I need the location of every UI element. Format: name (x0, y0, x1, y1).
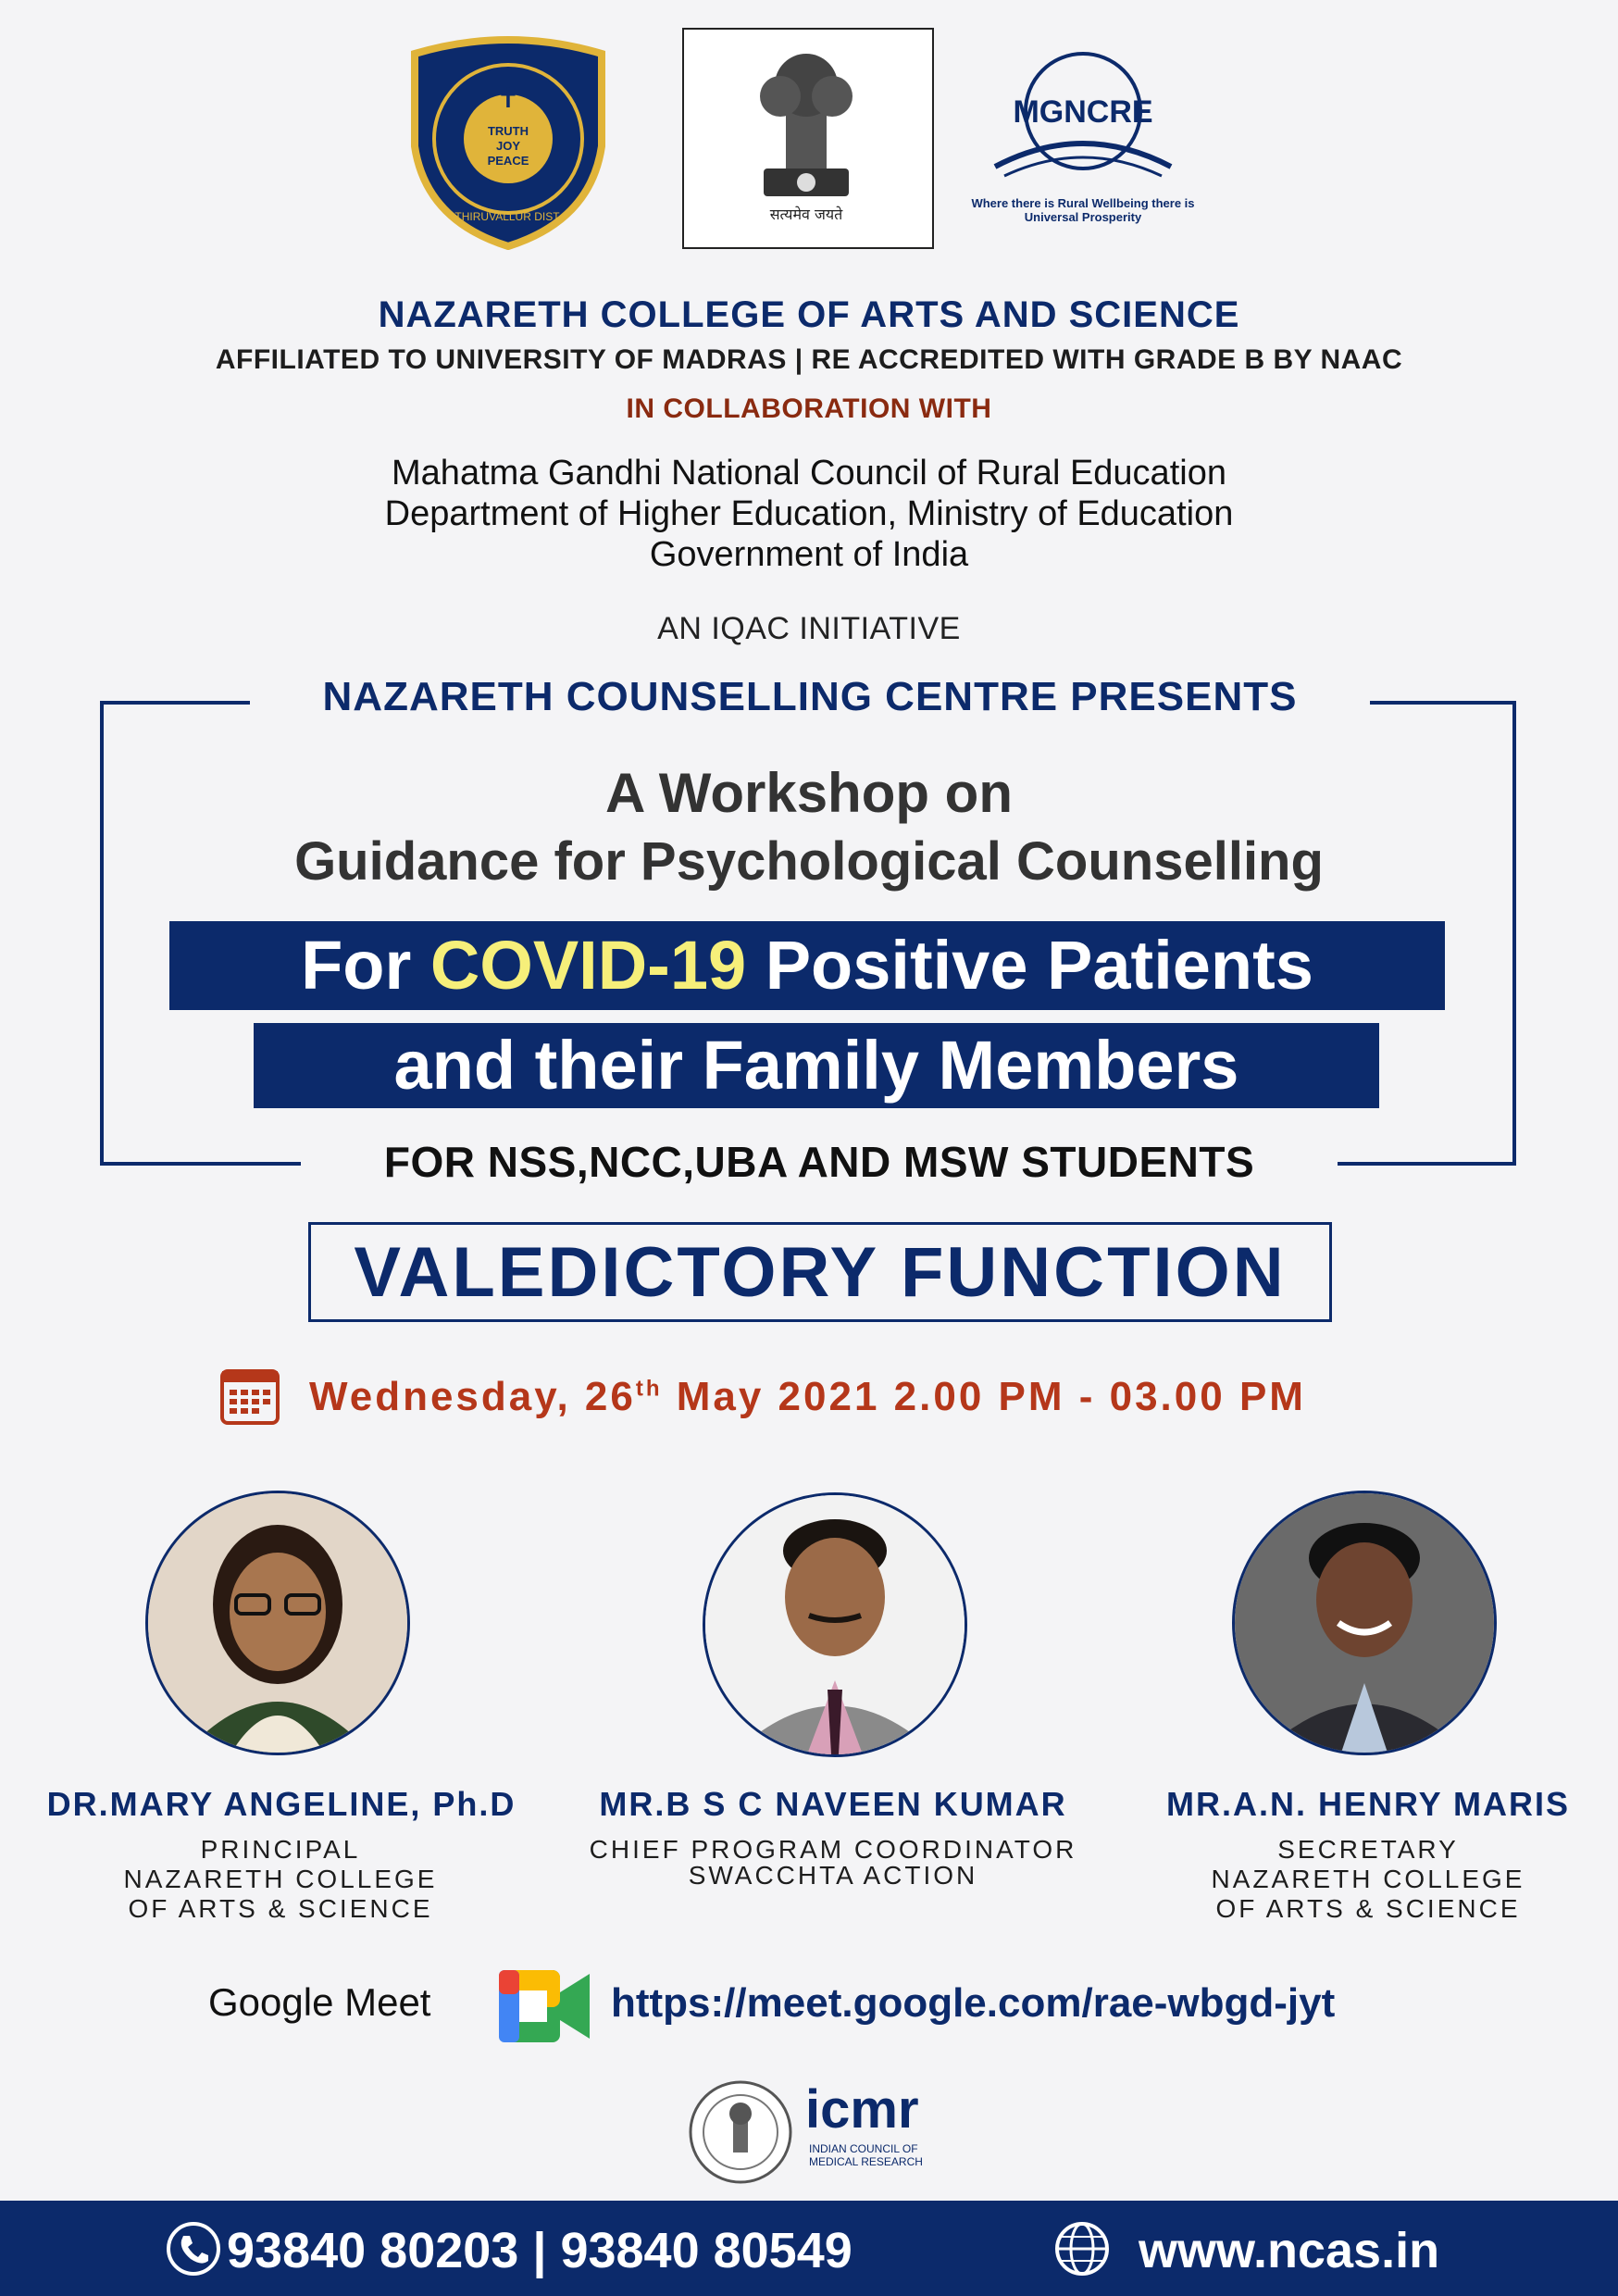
mgncre-logo (967, 37, 1199, 236)
mgncre-tagline: Where there is Rural Wellbeing there is Universal Prosperity (971, 196, 1195, 224)
svg-text:✝: ✝ (496, 82, 520, 115)
svg-text:JOY: JOY (495, 139, 521, 153)
speaker-3-role-2: NAZARETH COLLEGE (1211, 1865, 1525, 1893)
emblem-caption: सत्यमेव जयते (769, 206, 843, 223)
speaker-photo-1 (145, 1491, 410, 1755)
event-date: Wednesday, 26th May 2021 2.00 PM - 03.00 PM (309, 1374, 1306, 1419)
website-link[interactable]: www.ncas.in (1139, 2223, 1440, 2278)
speaker-2-name: MR.B S C NAVEEN KUMAR (599, 1785, 1067, 1823)
org-line-3: Government of India (649, 535, 969, 574)
family-band: and their Family Members (254, 1023, 1379, 1108)
speaker-3-name: MR.A.N. HENRY MARIS (1165, 1785, 1571, 1823)
speaker-photo-3 (1232, 1491, 1497, 1755)
covid-band (169, 921, 1445, 1010)
date-row (218, 1365, 1306, 1429)
speaker-2-role-1: CHIEF PROGRAM COORDINATOR (589, 1835, 1077, 1864)
speaker-1-role-2: NAZARETH COLLEGE (123, 1865, 438, 1893)
speaker-2-role-2: SWACCHTA ACTION (688, 1861, 978, 1890)
affiliation-text: AFFILIATED TO UNIVERSITY OF MADRAS | RE ACCREDITED WITH GRADE B BY NAAC (215, 344, 1403, 375)
valedictory-title: VALEDICTORY FUNCTION (308, 1222, 1332, 1322)
google-meet-icon (493, 1965, 595, 2048)
icmr-fullname: INDIAN COUNCIL OF MEDICAL RESEARCH (809, 2142, 923, 2168)
band1-post: Positive Patients (746, 927, 1313, 1004)
org-line-2: Department of Higher Education, Ministry of Education (384, 494, 1234, 533)
icmr-seal-logo (685, 2077, 796, 2188)
band1-pre: For (301, 927, 430, 1004)
speaker-photo-2 (703, 1492, 967, 1757)
national-emblem-logo (682, 28, 934, 249)
iqac-initiative: AN IQAC INITIATIVE (657, 611, 961, 646)
calendar-icon (218, 1364, 281, 1431)
google-meet-label: Google Meet (208, 1980, 431, 2024)
covid-highlight: COVID-19 (429, 927, 747, 1004)
presenter-title: NAZARETH COUNSELLING CENTRE PRESENTS (250, 674, 1370, 720)
mgncre-name: MGNCRE (1013, 94, 1153, 130)
speaker-1-role-1: PRINCIPAL (200, 1835, 361, 1864)
icmr-wordmark: icmr (805, 2079, 919, 2140)
phone-icon (165, 2220, 222, 2282)
svg-text:TRUTH: TRUTH (487, 124, 529, 138)
globe-icon (1053, 2220, 1111, 2282)
collaboration-label: IN COLLABORATION WITH (626, 393, 992, 424)
speaker-3-role-1: SECRETARY (1277, 1835, 1459, 1864)
svg-text:THIRUVALLUR DIST.: THIRUVALLUR DIST. (454, 210, 562, 223)
svg-text:PEACE: PEACE (487, 154, 529, 168)
speaker-1-name: DR.MARY ANGELINE, Ph.D (46, 1785, 517, 1823)
workshop-line-2: Guidance for Psychological Counselling (294, 831, 1324, 892)
college-name: NAZARETH COLLEGE OF ARTS AND SCIENCE (378, 294, 1240, 335)
speaker-1-role-3: OF ARTS & SCIENCE (128, 1894, 433, 1923)
workshop-line-1: A Workshop on (605, 762, 1013, 824)
speaker-3-role-3: OF ARTS & SCIENCE (1215, 1894, 1521, 1923)
org-line-1: Mahatma Gandhi National Council of Rural Education (392, 454, 1226, 493)
college-badge-logo (405, 35, 611, 250)
audience-text: FOR NSS,NCC,UBA AND MSW STUDENTS (301, 1137, 1338, 1187)
google-meet-link[interactable]: https://meet.google.com/rae-wbgd-jyt (611, 1980, 1336, 2026)
contact-phones[interactable]: 93840 80203 | 93840 80549 (227, 2223, 853, 2278)
